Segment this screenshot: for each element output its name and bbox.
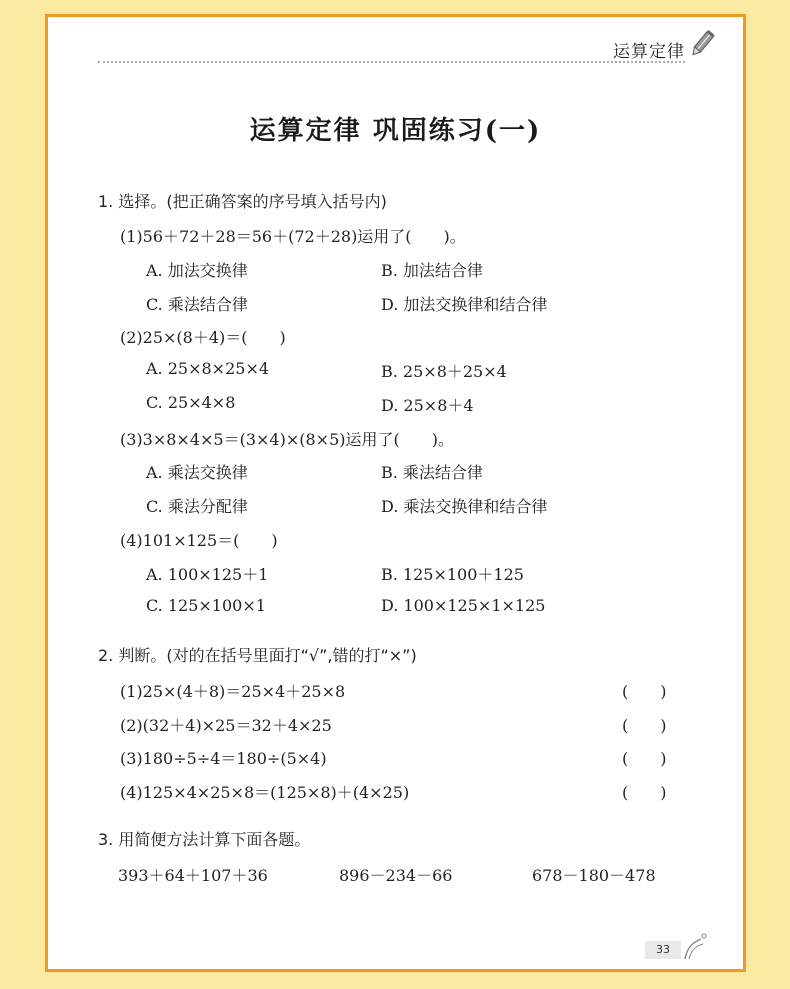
question-3-option-d[interactable]: D. 乘法交换律和结合律 xyxy=(381,497,548,516)
worksheet-page xyxy=(45,14,746,972)
question-4-option-d[interactable]: D. 100×125×1×125 xyxy=(381,596,546,615)
question-2-option-b[interactable]: B. 25×8＋25×4 xyxy=(381,362,507,381)
judgement-answer-4[interactable]: ( ) xyxy=(622,783,667,802)
question-4-option-b[interactable]: B. 125×100＋125 xyxy=(381,565,524,584)
header-divider xyxy=(98,61,685,63)
question-1-option-d[interactable]: D. 加法交换律和结合律 xyxy=(381,295,548,314)
header-label: 运算定律 xyxy=(613,42,685,62)
question-4-stem: (4)101×125＝( ) xyxy=(120,531,278,550)
question-1-option-c[interactable]: C. 乘法结合律 xyxy=(146,295,248,314)
question-3-option-b[interactable]: B. 乘法结合律 xyxy=(381,463,483,482)
calc-problem-2: 896－234－66 xyxy=(339,866,453,885)
swirl-decoration-icon xyxy=(681,931,709,961)
question-3-stem: (3)3×8×4×5＝(3×4)×(8×5)运用了( )。 xyxy=(120,430,454,449)
question-1-option-a[interactable]: A. 加法交换律 xyxy=(146,261,248,280)
judgement-item-3: (3)180÷5÷4＝180÷(5×4) xyxy=(120,749,327,768)
pencil-icon xyxy=(689,29,715,59)
judgement-answer-1[interactable]: ( ) xyxy=(622,682,667,701)
section-2-heading: 2. 判断。(对的在括号里面打“√”,错的打“×”) xyxy=(98,646,417,665)
question-2-option-a[interactable]: A. 25×8×25×4 xyxy=(146,359,270,378)
question-3-option-c[interactable]: C. 乘法分配律 xyxy=(146,497,248,516)
calc-problem-1: 393＋64＋107＋36 xyxy=(118,866,268,885)
judgement-answer-3[interactable]: ( ) xyxy=(622,749,667,768)
page-number: 33 xyxy=(645,941,681,959)
question-3-option-a[interactable]: A. 乘法交换律 xyxy=(146,463,248,482)
section-3-heading: 3. 用简便方法计算下面各题。 xyxy=(98,830,311,849)
judgement-item-4: (4)125×4×25×8＝(125×8)＋(4×25) xyxy=(120,783,410,802)
judgement-answer-2[interactable]: ( ) xyxy=(622,716,667,735)
question-2-option-d[interactable]: D. 25×8＋4 xyxy=(381,396,474,415)
question-4-option-a[interactable]: A. 100×125＋1 xyxy=(146,565,269,584)
calc-problem-3: 678－180－478 xyxy=(532,866,656,885)
section-1-heading: 1. 选择。(把正确答案的序号填入括号内) xyxy=(98,192,387,211)
judgement-item-1: (1)25×(4＋8)＝25×4＋25×8 xyxy=(120,682,346,701)
question-1-stem: (1)56＋72＋28＝56＋(72＋28)运用了( )。 xyxy=(120,227,466,246)
question-1-option-b[interactable]: B. 加法结合律 xyxy=(381,261,483,280)
page-title: 运算定律 巩固练习(一) xyxy=(249,116,542,146)
question-2-stem: (2)25×(8＋4)＝( ) xyxy=(120,328,286,347)
question-4-option-c[interactable]: C. 125×100×1 xyxy=(146,596,266,615)
question-2-option-c[interactable]: C. 25×4×8 xyxy=(146,393,236,412)
judgement-item-2: (2)(32＋4)×25＝32＋4×25 xyxy=(120,716,332,735)
